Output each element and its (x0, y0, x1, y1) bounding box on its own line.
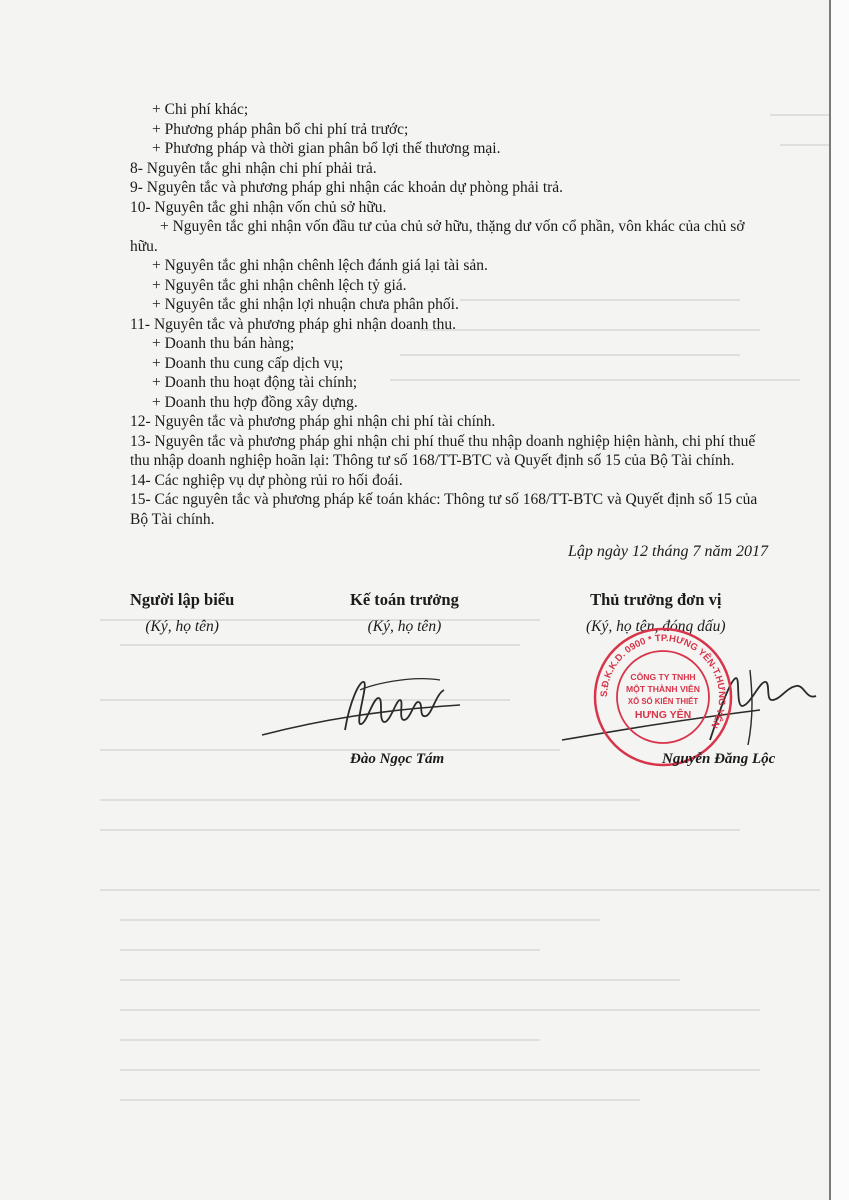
stamp-line1: CÔNG TY TNHH (630, 672, 696, 682)
note-line: + Doanh thu hoạt động tài chính; (152, 374, 358, 391)
notes-list (130, 100, 812, 529)
note-line: hữu. (130, 237, 158, 255)
note-line: + Phương pháp phân bổ chi phí trả trước; (152, 120, 409, 138)
note-line: + Nguyên tắc ghi nhận vốn đầu tư của chủ sở hữu, thặng dư vốn cổ phần, vôn khác của chủ sở (160, 218, 745, 235)
note-line: 15- Các nguyên tắc và phương pháp kế toán khác: Thông tư số 168/TT-BTC và Quyết định số 15 của (130, 491, 758, 508)
director-note: (Ký, họ tên, đóng dấu) (586, 618, 726, 635)
note-line: 13- Nguyên tắc và phương pháp ghi nhận chi phí thuế thu nhập doanh nghiệp hiện hành, chi phí thuế (130, 432, 756, 450)
note-line: 11- Nguyên tắc và phương pháp ghi nhận doanh thu. (130, 315, 456, 333)
stamp-line4: HƯNG YÊN (634, 709, 692, 721)
note-line: + Nguyên tắc ghi nhận chênh lệch đánh giá lại tài sản. (152, 257, 488, 274)
stamp-line2: MỘT THÀNH VIÊN (626, 684, 700, 694)
accountant-title: Kế toán trưởng (350, 590, 459, 609)
scan-edge-line (829, 0, 831, 1200)
note-line: + Doanh thu hợp đồng xây dựng. (152, 393, 358, 411)
company-seal-icon (592, 626, 734, 768)
note-line: thu nhập doanh nghiệp hoãn lại: Thông tư số 168/TT-BTC và Quyết định số 15 của Bộ Tài chính. (130, 452, 735, 469)
note-line: 10- Nguyên tắc ghi nhận vốn chủ sở hữu. (130, 198, 387, 216)
note-line: 8- Nguyên tắc ghi nhận chi phí phải trả. (130, 159, 377, 177)
preparer-note: (Ký, họ tên) (145, 618, 219, 635)
note-line: Bộ Tài chính. (130, 510, 215, 528)
preparer-signature-block (130, 590, 234, 636)
preparer-title: Người lập biểu (130, 590, 235, 609)
note-line: + Phương pháp và thời gian phân bổ lợi thế thương mại. (152, 140, 501, 157)
accountant-note: (Ký, họ tên) (367, 618, 442, 635)
date-line: Lập ngày 12 tháng 7 năm 2017 (568, 543, 768, 560)
note-line: + Nguyên tắc ghi nhận lợi nhuận chưa phân phối. (152, 296, 459, 313)
note-line: 9- Nguyên tắc và phương pháp ghi nhận các khoản dự phòng phải trả. (130, 179, 564, 196)
accountant-name: Đào Ngọc Tám (350, 751, 445, 767)
note-line: + Doanh thu cung cấp dịch vụ; (152, 354, 344, 372)
stamp-ring-text: S.Đ.K.K.D. 0900 * TP.HƯNG YÊN-T.HƯNG YÊN (598, 632, 728, 730)
stamp-line3: XỔ SỐ KIẾN THIẾT (627, 697, 699, 706)
director-name: Nguyễn Đăng Lộc (662, 751, 776, 767)
note-line: + Doanh thu bán hàng; (152, 335, 295, 352)
note-line: 14- Các nghiệp vụ dự phòng rủi ro hối đoái. (130, 471, 403, 489)
note-line: + Nguyên tắc ghi nhận chênh lệch tỷ giá. (152, 276, 407, 294)
note-line: + Chi phí khác; (152, 101, 249, 118)
accountant-signature-block (350, 590, 459, 636)
accountant-signature-icon (260, 660, 500, 750)
director-title: Thủ trưởng đơn vị (590, 590, 722, 609)
scan-margin (831, 0, 849, 1200)
note-line: 12- Nguyên tắc và phương pháp ghi nhận chi phí tài chính. (130, 413, 496, 430)
